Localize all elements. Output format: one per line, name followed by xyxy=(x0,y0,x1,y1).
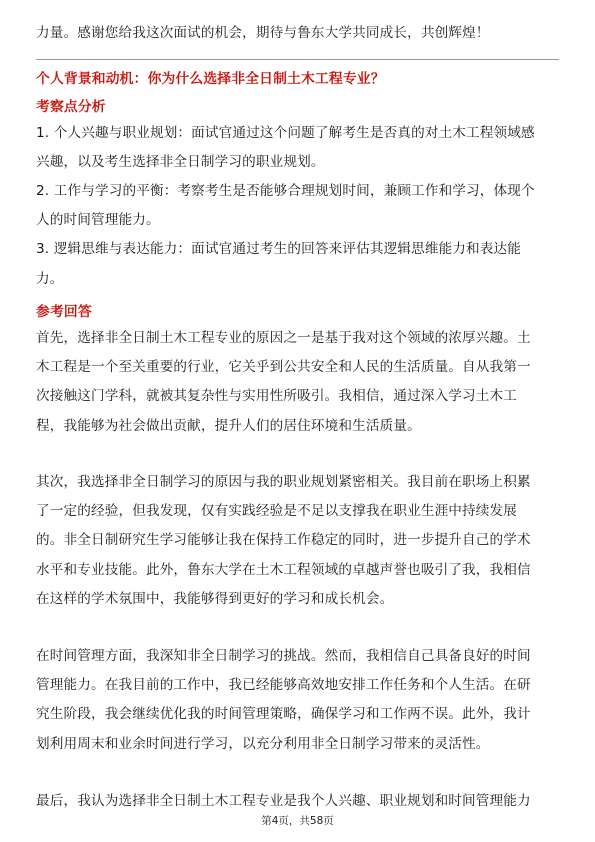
question-heading: 个人背景和动机：你为什么选择非全日制土木工程专业？ xyxy=(36,71,385,87)
answer-heading: 参考回答 xyxy=(36,304,92,320)
answer-line: 究生阶段，我会继续优化我的时间管理策略，确保学习和工作两不误。此外，我计 xyxy=(36,706,531,722)
document-page xyxy=(36,0,559,842)
analysis-line: 2. 工作与学习的平衡：考察考生是否能够合理规划时间，兼顾工作和学习，体现个 xyxy=(36,183,535,199)
answer-line: 管理能力。在我目前的工作中，我已经能够高效地安排工作任务和个人生活。在研 xyxy=(36,677,531,693)
analysis-line: 力。 xyxy=(36,271,64,287)
analysis-line: 3. 逻辑思维与表达能力：面试官通过考生的回答来评估其逻辑思维能力和表达能 xyxy=(36,241,522,257)
answer-line: 划利用周末和业余时间进行学习，以充分利用非全日制学习带来的灵活性。 xyxy=(36,736,490,752)
intro-tail-text: 力量。感谢您给我这次面试的机会，期待与鲁东大学共同成长，共创辉煌！ xyxy=(36,25,490,41)
answer-line: 了一定的经验，但我发现，仅有实践经验是不足以支撑我在职业生涯中持续发展 xyxy=(36,503,518,519)
analysis-line: 兴趣，以及考生选择非全日制学习的职业规划。 xyxy=(36,154,325,170)
answer-line: 水平和专业技能。此外，鲁东大学在土木工程领域的卓越声誉也吸引了我，我相信 xyxy=(36,562,531,578)
answer-line: 首先，选择非全日制土木工程专业的原因之一是基于我对这个领域的浓厚兴趣。土 xyxy=(36,330,531,346)
answer-line: 其次，我选择非全日制学习的原因与我的职业规划紧密相关。我目前在职场上积累 xyxy=(36,474,531,490)
analysis-line: 人的时间管理能力。 xyxy=(36,212,160,228)
answer-line: 在这样的学术氛围中，我能够得到更好的学习和成长机会。 xyxy=(36,591,394,607)
analysis-heading: 考察点分析 xyxy=(36,99,106,115)
analysis-line: 1. 个人兴趣与职业规划：面试官通过这个问题了解考生是否真的对土木工程领域感 xyxy=(36,125,535,141)
page-number: 第4页，共58页 xyxy=(261,815,334,827)
answer-line: 的。非全日制研究生学习能够让我在保持工作稳定的同时，进一步提升自己的学术 xyxy=(36,532,531,548)
answer-line: 次接触这门学科，就被其复杂性与实用性所吸引。我相信，通过深入学习土木工 xyxy=(36,388,518,404)
answer-line: 木工程是一个至关重要的行业，它关乎到公共安全和人民的生活质量。自从我第一 xyxy=(36,359,531,375)
section-divider xyxy=(36,59,559,60)
answer-line: 程，我能够为社会做出贡献，提升人们的居住环境和生活质量。 xyxy=(36,418,421,434)
answer-line: 在时间管理方面，我深知非全日制学习的挑战。然而，我相信自己具备良好的时间 xyxy=(36,648,531,664)
answer-line: 最后，我认为选择非全日制土木工程专业是我个人兴趣、职业规划和时间管理能力 xyxy=(36,793,531,809)
